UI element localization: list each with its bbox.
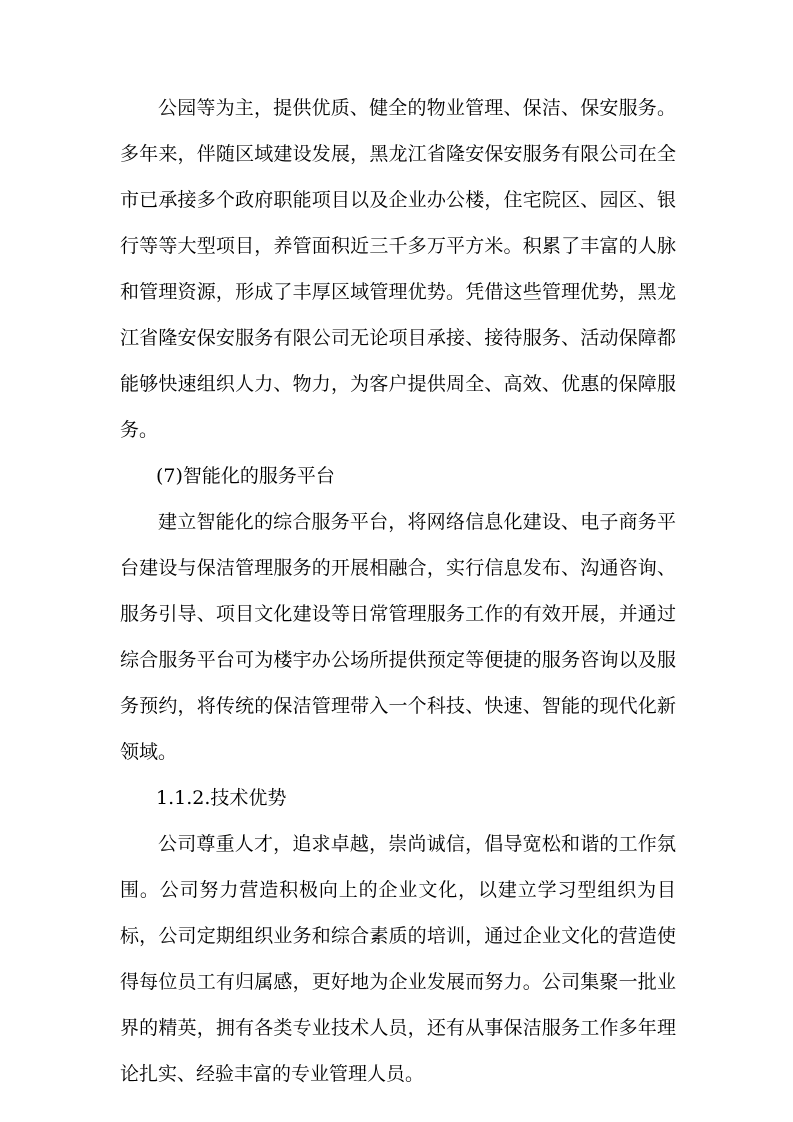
section-heading-technical-advantage: 1.1.2.技术优势 [156,787,287,809]
document-body [120,85,676,1097]
paragraph-technical-advantage: 公司尊重人才，追求卓越，崇尚诚信，倡导宽松和谐的工作氛围。公司努力营造积极向上的企业文化，以建立学习型组织为目标，公司定期组织业务和综合素质的培训，通过企业文化的营造使得每位员工有归属感，更好地为企业发展而努力。公司集聚一批业界的精英，拥有各类专业技术人员，还有从事保洁服务工作多年理论扎实、经验丰富的专业管理人员。 [120,833,676,1085]
section-heading-smart-platform: (7)智能化的服务平台 [156,465,335,487]
paragraph-smart-platform: 建立智能化的综合服务平台，将网络信息化建设、电子商务平台建设与保洁管理服务的开展相融合，实行信息发布、沟通咨询、服务引导、项目文化建设等日常管理服务工作的有效开展，并通过综合服务平台可为楼宇办公场所提供预定等便捷的服务咨询以及服务预约，将传统的保洁管理带入一个科技、快速、智能的现代化新领域。 [120,511,676,763]
paragraph-service-advantage: 公园等为主，提供优质、健全的物业管理、保洁、保安服务。多年来，伴随区域建设发展，黑龙江省隆安保安服务有限公司在全市已承接多个政府职能项目以及企业办公楼，住宅院区、园区、银行等等大型项目，养管面积近三千多万平方米。积累了丰富的人脉和管理资源，形成了丰厚区域管理优势。凭借这些管理优势，黑龙江省隆安保安服务有限公司无论项目承接、接待服务、活动保障都能够快速组织人力、物力，为客户提供周全、高效、优惠的保障服务。 [120,97,676,441]
